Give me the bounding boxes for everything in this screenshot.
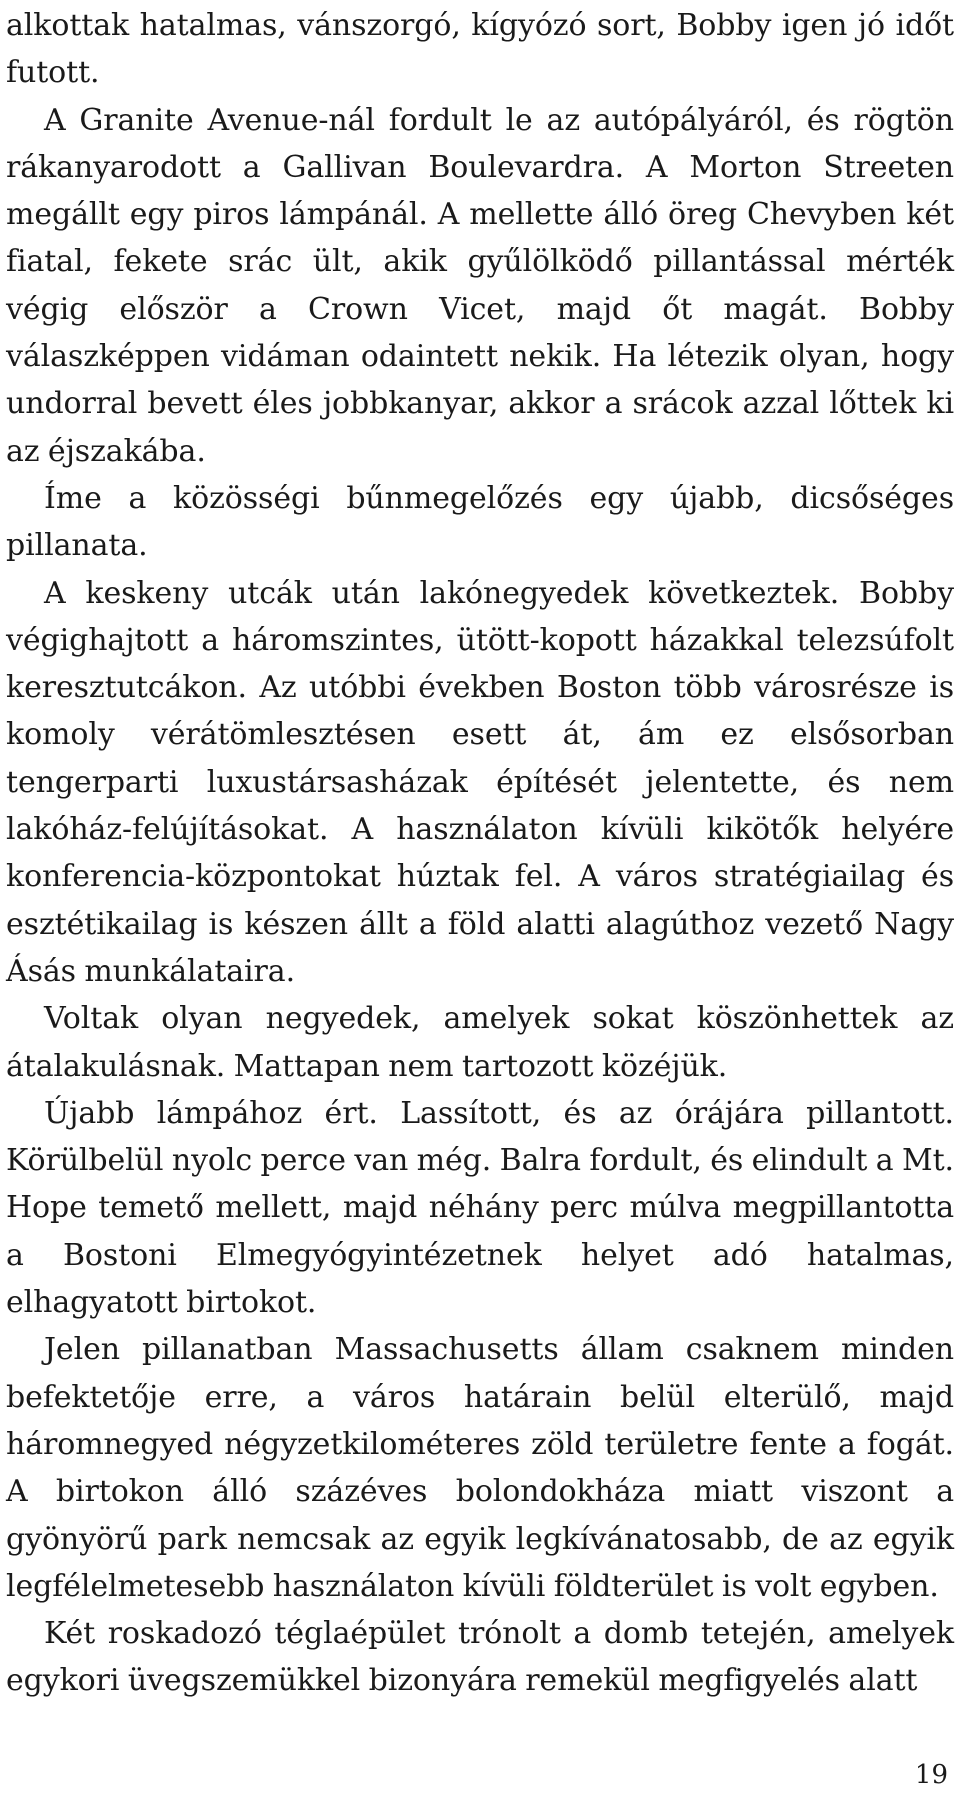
paragraph-8: Két roskadozó téglaépület trónolt a domb tetején, amelyek egykori üvegszemükkel bizonyára remekül megfigyelés alatt [6,1616,954,1699]
paragraph-1: alkottak hatalmas, vánszorgó, kígyózó sort, Bobby igen jó időt futott. [6,8,954,91]
book-page [6,0,954,1803]
paragraph-3: Íme a közösségi bűnmegelőzés egy újabb, dicsőséges pillanata. [6,480,954,564]
page-number: 19 [914,1760,948,1790]
paragraph-4: A keskeny utcák után lakónegyedek következtek. Bobby végighajtott a háromszintes, ütött-kopott házakkal telezsúfolt keresztutcákon. Az utóbbi években Boston több városrésze is komoly vérátömlesztésen esett át, ám ez elsősorban tengerparti luxustársasházak építését jelentette, és nem lakóház-felújításokat. A használaton kívüli kikötők helyére konferencia-központokat húztak fel. A város stratégiailag és esztétikailag is készen állt a föld alatti alagúthoz vezető Nagy Ásás munkálataira. [6,575,954,989]
paragraph-6: Újabb lámpához ért. Lassított, és az órájára pillantott. Körülbelül nyolc perce van még. Balra fordult, és elindult a Mt. Hope temető mellett, majd néhány perc múlva megpillantotta a Bostoni Elmegyógyintézetnek helyet adó hatalmas, elhagyatott birtokot. [6,1095,954,1321]
paragraph-7: Jelen pillanatban Massachusetts állam csaknem minden befektetője erre, a város határain belül elterülő, majd háromnegyed négyzetkilométeres zöld területre fente a fogát. A birtokon álló százéves bolondokháza miatt viszont a gyönyörű park nemcsak az egyik legkívánatosabb, de az egyik legfélelmetesebb használaton kívüli földterület is volt egyben. [6,1332,954,1604]
body-text [6,2,954,1705]
paragraph-5: Voltak olyan negyedek, amelyek sokat köszönhettek az átalakulásnak. Mattapan nem tartozott közéjük. [6,1001,954,1084]
paragraph-2: A Granite Avenue-nál fordult le az autópályáról, és rögtön rákanyarodott a Gallivan Boulevardra. A Morton Streeten megállt egy piros lámpánál. A mellette álló öreg Chevyben két fiatal, fekete srác ült, akik gyűlölködő pillantással mérték végig először a Crown Vicet, majd őt magát. Bobby válaszképpen vidáman odaintett nekik. Ha létezik olyan, hogy undorral bevett éles jobbkanyar, akkor a srácok azzal lőttek ki az éjszakába. [6,102,954,469]
